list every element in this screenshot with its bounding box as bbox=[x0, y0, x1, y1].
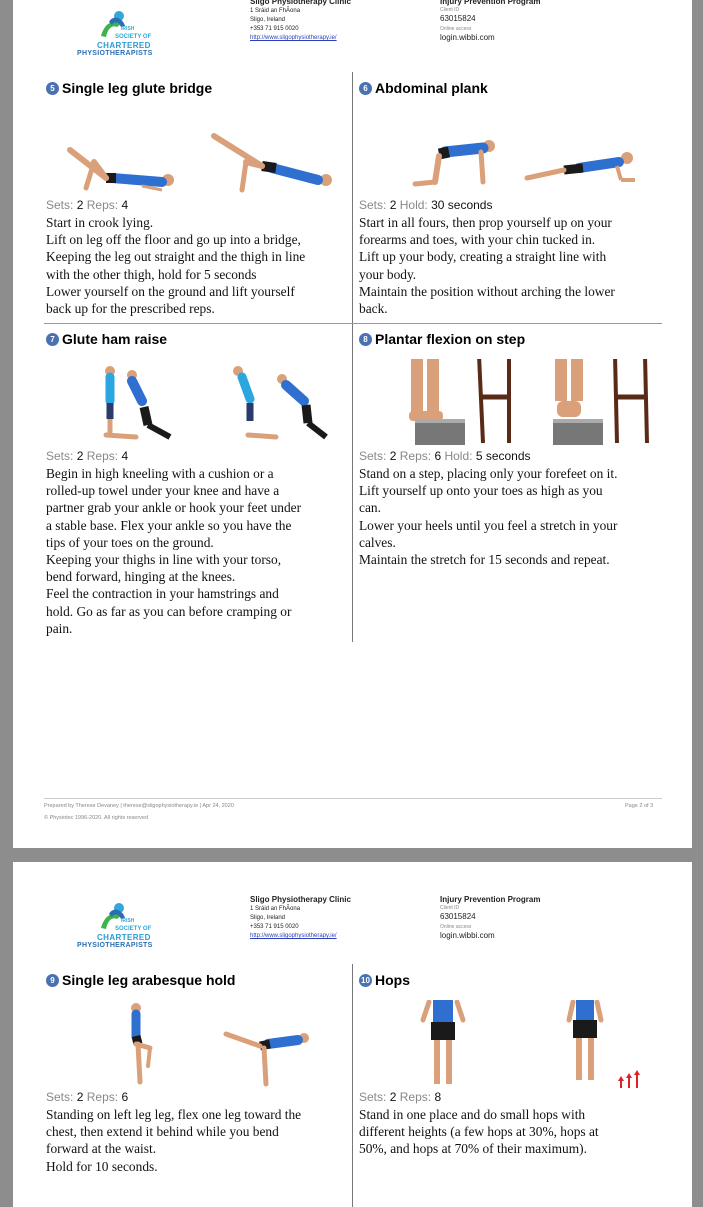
description-line: Stand in one place and do small hops with bbox=[359, 1107, 586, 1122]
param-value: 2 bbox=[76, 1090, 84, 1104]
description-line: Lift yourself up onto your toes as high as you bbox=[359, 483, 603, 499]
program-title: Injury Prevention Program bbox=[440, 895, 541, 904]
description-line: Keeping your thighs in line with your torso, bbox=[46, 552, 282, 568]
glute-bridge-illustration bbox=[46, 108, 346, 198]
description-line: Lower your heels until you feel a stretch in your bbox=[359, 517, 618, 533]
glute-ham-raise-illustration bbox=[46, 359, 346, 449]
client-id-label: Client ID bbox=[440, 905, 460, 911]
exercise-name: Single leg arabesque hold bbox=[62, 972, 236, 988]
online-access-value: login.wibbi.com bbox=[440, 33, 495, 42]
param-value: 6 bbox=[434, 449, 442, 463]
description-line: chest, then extend it behind while you bend bbox=[46, 1124, 279, 1140]
param-label: Sets: bbox=[46, 1090, 74, 1104]
hops-figure-2 bbox=[569, 1000, 601, 1080]
exercise-number-badge: 8 bbox=[359, 333, 372, 346]
online-access-label: Online access bbox=[440, 26, 472, 32]
description-line: back up for the prescribed reps. bbox=[46, 301, 215, 317]
description-line: back. bbox=[359, 301, 388, 317]
description-line: Standing on left leg leg, flex one leg toward the bbox=[46, 1107, 302, 1122]
description-line: pain. bbox=[46, 620, 73, 636]
arabesque-illustration bbox=[46, 1000, 346, 1090]
client-id-value: 63015824 bbox=[440, 14, 476, 23]
description-line: Feel the contraction in your hamstrings and bbox=[46, 586, 279, 602]
logo-text-line3: CHARTERED bbox=[97, 933, 151, 942]
param-label: Reps: bbox=[86, 198, 119, 212]
logo-text-line1: IRISH bbox=[121, 26, 135, 32]
exercise-name: Plantar flexion on step bbox=[375, 331, 526, 347]
description-line: different heights (a few hops at 30%, hops at bbox=[359, 1124, 599, 1140]
arabesque-figure-1 bbox=[131, 1003, 150, 1082]
param-label: Reps: bbox=[86, 1090, 119, 1104]
iscp-logo bbox=[77, 902, 177, 950]
param-value: 2 bbox=[389, 198, 397, 212]
online-access-label: Online access bbox=[440, 924, 472, 930]
description-line: Keeping the leg out straight and the thigh in line bbox=[46, 249, 306, 265]
param-label: Sets: bbox=[359, 198, 387, 212]
exercise-name: Single leg glute bridge bbox=[62, 80, 213, 96]
exercise-parameters bbox=[46, 1090, 128, 1104]
plank-figure-2 bbox=[527, 152, 635, 180]
clinic-phone: +353 71 915 0020 bbox=[250, 26, 299, 32]
clinic-website-link[interactable]: http://www.sligophysiotherapy.ie/ bbox=[250, 35, 337, 41]
description-line: Lift up your body, creating a straight line with bbox=[359, 249, 607, 265]
description-line: Start in all fours, then prop yourself up on your bbox=[359, 215, 612, 230]
clinic-address-line2: Sligo, Ireland bbox=[250, 17, 286, 23]
description-line: can. bbox=[359, 500, 381, 516]
document-page-2 bbox=[13, 0, 692, 848]
clinic-name: Sligo Physiotherapy Clinic bbox=[250, 895, 351, 904]
exercise-number-badge: 10 bbox=[359, 974, 372, 987]
param-label: Sets: bbox=[46, 449, 74, 463]
description-line: tips of your toes on the ground. bbox=[46, 534, 214, 550]
exercise-title bbox=[359, 972, 410, 988]
exercise-number-badge: 7 bbox=[46, 333, 59, 346]
param-label: Reps: bbox=[399, 1090, 432, 1104]
param-value: 2 bbox=[389, 1090, 397, 1104]
description-line: Maintain the stretch for 15 seconds and repeat. bbox=[359, 552, 610, 568]
exercise-name: Hops bbox=[375, 972, 410, 988]
clinic-info bbox=[250, 894, 351, 941]
client-id-label: Client ID bbox=[440, 7, 460, 13]
param-value: 2 bbox=[76, 449, 84, 463]
clinic-info bbox=[250, 0, 351, 43]
description-line: a stable base. Flex your ankle so you have the bbox=[46, 517, 292, 533]
exercise-title bbox=[359, 80, 488, 96]
param-value: 2 bbox=[389, 449, 397, 463]
client-id-value: 63015824 bbox=[440, 912, 476, 921]
param-label: Hold: bbox=[444, 449, 473, 463]
description-line: Maintain the position without arching the lower bbox=[359, 283, 615, 299]
param-value: 2 bbox=[76, 198, 84, 212]
plank-illustration bbox=[359, 108, 659, 198]
description-line: hold. Go as far as you can before cramping or bbox=[46, 603, 292, 619]
plantar-flexion-figure-1 bbox=[409, 359, 509, 445]
footer-divider bbox=[44, 798, 662, 799]
plantar-flexion-figure-2 bbox=[553, 359, 647, 445]
program-title: Injury Prevention Program bbox=[440, 0, 541, 6]
program-info bbox=[440, 0, 540, 45]
param-label: Reps: bbox=[86, 449, 119, 463]
description-line: calves. bbox=[359, 534, 396, 550]
exercise-title bbox=[46, 972, 235, 988]
exercise-parameters bbox=[46, 198, 128, 212]
footer-prepared-by: Prepared by Therese Devaney | therese@sligophysiotherapy.ie | Apr 24, 2020 bbox=[44, 803, 234, 809]
param-value: 6 bbox=[121, 1090, 129, 1104]
param-value: 5 seconds bbox=[475, 449, 531, 463]
description-line: Lower yourself on the ground and lift yourself bbox=[46, 283, 295, 299]
exercise-title bbox=[46, 80, 212, 96]
plantar-flexion-illustration bbox=[359, 359, 659, 449]
description-line: Begin in high kneeling with a cushion or a bbox=[46, 466, 274, 481]
logo-text-line3: CHARTERED bbox=[97, 41, 151, 50]
param-value: 30 seconds bbox=[431, 198, 493, 212]
exercise-parameters bbox=[46, 449, 128, 463]
exercise-parameters bbox=[359, 198, 492, 212]
logo-text-line1: IRISH bbox=[121, 918, 135, 924]
param-label: Sets: bbox=[359, 1090, 387, 1104]
column-divider bbox=[352, 72, 353, 642]
description-line: your body. bbox=[359, 266, 417, 282]
description-line: partner grab your ankle or hook your feet under bbox=[46, 500, 302, 516]
glute-ham-figure-1 bbox=[105, 366, 170, 437]
glute-bridge-figure-1 bbox=[70, 150, 174, 190]
param-label: Sets: bbox=[46, 198, 74, 212]
description-line: forward at the waist. bbox=[46, 1141, 157, 1157]
clinic-website-link[interactable]: http://www.sligophysiotherapy.ie/ bbox=[250, 933, 337, 939]
exercise-description bbox=[46, 1106, 349, 1175]
param-value: 8 bbox=[434, 1090, 442, 1104]
logo-text-line2: SOCIETY OF bbox=[115, 34, 152, 40]
param-label: Sets: bbox=[359, 449, 387, 463]
exercise-number-badge: 6 bbox=[359, 82, 372, 95]
description-line: Lift on leg off the floor and go up into a bridge, bbox=[46, 232, 301, 248]
clinic-address-line2: Sligo, Ireland bbox=[250, 915, 286, 921]
exercise-name: Glute ham raise bbox=[62, 331, 168, 347]
description-line: Stand on a step, placing only your forefeet on it. bbox=[359, 466, 618, 481]
exercise-description bbox=[359, 1106, 662, 1158]
logo-text-line4: PHYSIOTHERAPISTS bbox=[77, 942, 153, 949]
exercise-description bbox=[359, 214, 662, 317]
description-line: with the other thigh, hold for 5 seconds bbox=[46, 266, 257, 282]
exercise-title bbox=[359, 331, 525, 347]
online-access-value: login.wibbi.com bbox=[440, 931, 495, 940]
document-page-3 bbox=[13, 862, 692, 1207]
param-value: 4 bbox=[121, 449, 129, 463]
exercise-name: Abdominal plank bbox=[375, 80, 488, 96]
column-divider bbox=[352, 964, 353, 1207]
exercise-parameters bbox=[359, 449, 531, 463]
description-line: rolled-up towel under your knee and have a bbox=[46, 483, 280, 499]
description-line: Hold for 10 seconds. bbox=[46, 1158, 158, 1174]
param-value: 4 bbox=[121, 198, 129, 212]
glute-bridge-figure-2 bbox=[214, 136, 332, 190]
exercise-title bbox=[46, 331, 167, 347]
exercise-description bbox=[359, 465, 662, 568]
description-line: forearms and toes, with your chin tucked in. bbox=[359, 232, 596, 248]
description-line: bend forward, hinging at the knees. bbox=[46, 569, 236, 585]
exercise-number-badge: 9 bbox=[46, 974, 59, 987]
clinic-phone: +353 71 915 0020 bbox=[250, 924, 299, 930]
plank-figure-1 bbox=[415, 140, 495, 184]
clinic-address-line1: 1 Sráid an FhÃona bbox=[250, 906, 301, 912]
exercise-description bbox=[46, 465, 349, 637]
description-line: 50%, and hops at 70% of their maximum). bbox=[359, 1141, 587, 1157]
param-label: Reps: bbox=[399, 449, 432, 463]
height-arrows-icon bbox=[618, 1070, 640, 1088]
iscp-logo bbox=[77, 10, 177, 58]
logo-text-line4: PHYSIOTHERAPISTS bbox=[77, 50, 153, 57]
exercise-number-badge: 5 bbox=[46, 82, 59, 95]
footer-copyright: © Physiotec 1996-2020. All rights reserved bbox=[44, 815, 149, 821]
row-divider bbox=[44, 323, 662, 324]
footer-page-number: Page 2 of 3 bbox=[625, 803, 654, 809]
exercise-parameters bbox=[359, 1090, 441, 1104]
logo-text-line2: SOCIETY OF bbox=[115, 926, 152, 932]
glute-ham-figure-2 bbox=[233, 366, 326, 437]
hops-illustration bbox=[359, 1000, 659, 1090]
description-line: Start in crook lying. bbox=[46, 215, 154, 230]
hops-figure-1 bbox=[423, 1000, 463, 1084]
exercise-description bbox=[46, 214, 349, 317]
clinic-name: Sligo Physiotherapy Clinic bbox=[250, 0, 351, 6]
arabesque-figure-2 bbox=[226, 1033, 309, 1084]
param-label: Hold: bbox=[399, 198, 428, 212]
clinic-address-line1: 1 Sráid an FhÃona bbox=[250, 8, 301, 14]
program-info bbox=[440, 894, 540, 943]
